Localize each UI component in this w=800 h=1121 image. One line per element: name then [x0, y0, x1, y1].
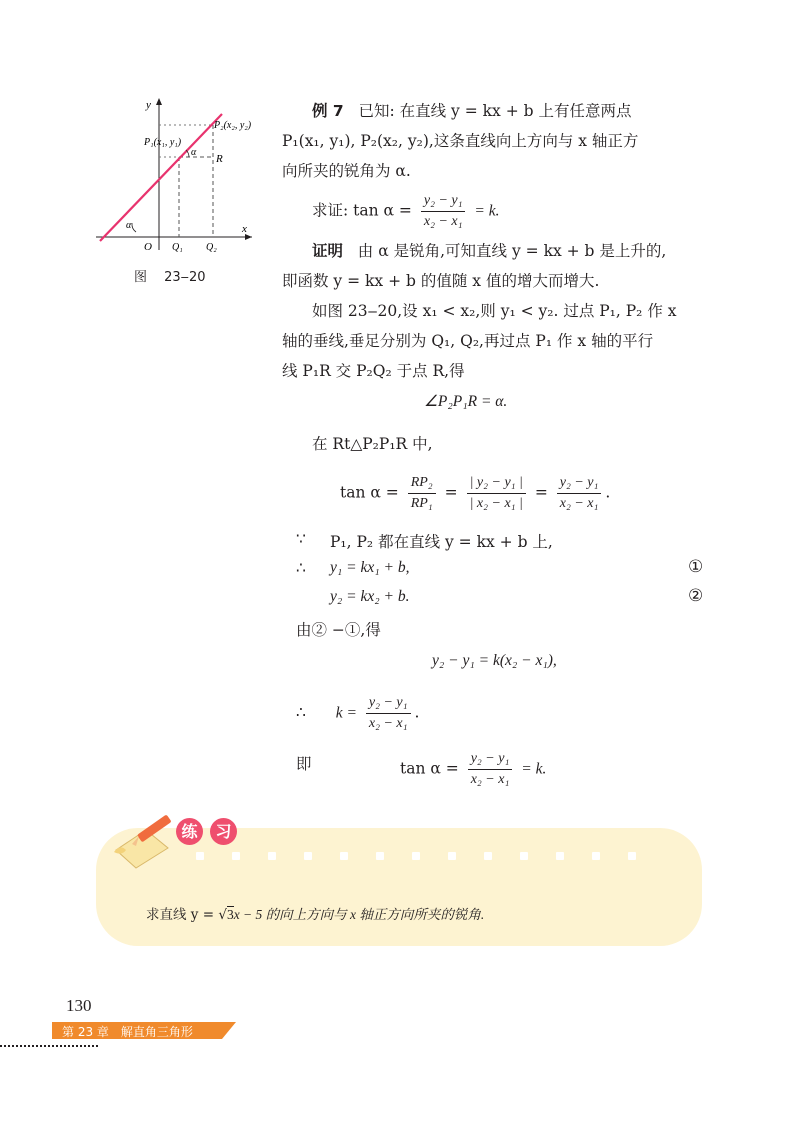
proof-text5: 线 P₁R 交 P₂Q₂ 于点 R,得: [282, 362, 465, 380]
k-equation: ∴ k = $\frac{\text{y₂ − y₁}}{\text{x₂ − x₁}}$ .: [296, 695, 420, 731]
final-frac-num: y₂ − y₁: [468, 750, 513, 770]
tan-frac-rp: [408, 474, 436, 513]
fig-p1-label: P₁(x₁, y₁): [144, 137, 182, 148]
fig-x-label: x: [242, 223, 247, 235]
example-line1: 已知: 在直线 y = kx + b 上有任意两点: [358, 102, 632, 120]
prove-numerator: y₂ − y₁: [421, 192, 466, 212]
final-suffix: = k.: [521, 760, 547, 778]
tan-prefix: tan α =: [340, 483, 399, 502]
tan-frac-rp-num: RP₂: [408, 474, 436, 494]
proof-title: 证明: [312, 242, 344, 260]
tan-frac-abs-num: | y₂ − y₁ |: [467, 474, 526, 494]
proof-text3: 如图 23‒20,设 x₁ < x₂,则 y₁ < y₂. 过点 P₁, P₂ 作 x: [312, 302, 677, 320]
fig-q1-label: Q₁: [172, 242, 183, 252]
exercise-prefix: 求直线 y =: [146, 907, 215, 923]
equation-1: y₁ = kx₁ + b,: [330, 559, 410, 576]
because-symbol: ∵: [296, 530, 306, 548]
subtract-text: 由② −①,得: [296, 621, 381, 639]
final-ji: 即: [296, 755, 312, 773]
fig-origin-label: O: [144, 241, 152, 252]
final-frac-den: x₂ − x₁: [470, 772, 510, 787]
prove-denominator: x₂ − x₁: [423, 214, 463, 229]
sqrt-symbol: √3: [218, 907, 234, 923]
fig-r-label: R: [216, 153, 223, 165]
exercise-suffix: x − 5 的向上方向与 x 轴正方向所夹的锐角.: [233, 907, 485, 922]
final-equation: [400, 750, 546, 789]
k-frac-den: x₂ − x₁: [368, 716, 408, 731]
tan-frac-plain-num: y₂ − y₁: [557, 474, 602, 494]
k-prefix: k =: [335, 704, 357, 722]
sqrt-argument: 3: [226, 907, 234, 922]
fig-alpha-p1: α: [191, 147, 197, 158]
prove-statement: [312, 192, 500, 231]
chapter-title: 第 23 章 解直角三角形: [62, 1025, 193, 1039]
tan-frac-rp-den: RP₁: [410, 496, 433, 511]
tan-frac-abs-den: | x₂ − x₁ |: [469, 496, 523, 511]
pencil-icon: [106, 810, 186, 872]
k-frac-num: y₂ − y₁: [366, 694, 411, 714]
final-prefix: tan α =: [400, 759, 459, 778]
fig-y-label: y: [146, 99, 151, 111]
tan-frac-plain: [557, 474, 602, 513]
proof-block: [282, 236, 712, 386]
footer-dotted-line: [0, 1045, 98, 1047]
equation-1-number: ①: [688, 557, 704, 577]
proof-text1: 由 α 是锐角,可知直线 y = kx + b 是上升的,: [357, 242, 667, 260]
fig-alpha-axis: α: [126, 220, 132, 231]
fig-p2-label: P₂(x₂, y₂): [214, 120, 252, 131]
exercise-badge-1: 练: [176, 818, 203, 845]
figure-caption: 图 23‒20: [134, 270, 206, 285]
exercise-question: [146, 903, 484, 923]
final-fraction: [468, 750, 513, 789]
angle-equation: ∠P₂P₁R = α.: [424, 393, 508, 410]
alpha-arc-axis: [132, 223, 136, 232]
prove-fraction: [421, 192, 466, 231]
prove-prefix: 求证: tan α =: [312, 201, 412, 220]
proof-text2: 即函数 y = kx + b 的值随 x 值的增大而增大.: [282, 272, 600, 290]
example-block: [282, 96, 712, 186]
difference-equation: y₂ − y₁ = k(x₂ − x₁),: [432, 652, 557, 669]
example-title: 例 7: [312, 102, 344, 120]
equation-2: y₂ = kx₂ + b.: [330, 588, 410, 605]
example-line2: P₁(x₁, y₁), P₂(x₂, y₂),这条直线向上方向与 x 轴正方: [282, 132, 639, 150]
equation-2-number: ②: [688, 586, 704, 606]
exercise-badge-2: 习: [210, 818, 237, 845]
page-number: 130: [66, 996, 92, 1015]
prove-suffix: = k.: [474, 202, 500, 220]
k-fraction: [366, 694, 411, 733]
proof-text4: 轴的垂线,垂足分别为 Q₁, Q₂,再过点 P₁ 作 x 轴的平行: [282, 332, 654, 350]
k-therefore: ∴: [296, 703, 306, 722]
exercise-panel: [96, 828, 702, 946]
example-line3: 向所夹的锐角为 α.: [282, 162, 411, 180]
because-text: P₁, P₂ 都在直线 y = kx + b 上,: [330, 533, 553, 551]
fig-q2-label: Q₂: [206, 242, 217, 252]
y-axis-arrow: [156, 98, 162, 105]
tan-frac-plain-den: x₂ − x₁: [559, 496, 599, 511]
tan-frac-abs: [467, 474, 526, 513]
line-y-kx-b: [100, 114, 222, 241]
figure-23-20: [92, 92, 278, 252]
in-right-triangle: 在 Rt△P₂P₁R 中,: [312, 435, 433, 453]
tan-equation: tan α = $\frac{\text{RP₂}}{\text{RP₁}}$ = $\frac{\text{| y₂ − y₁ |}}{\text{| x₂ − x₁ |}}$ = $\frac{\text{y₂ − y₁}}{\text{x₂ − x₁}}$ .: [340, 475, 611, 511]
therefore-symbol: ∴: [296, 559, 306, 577]
